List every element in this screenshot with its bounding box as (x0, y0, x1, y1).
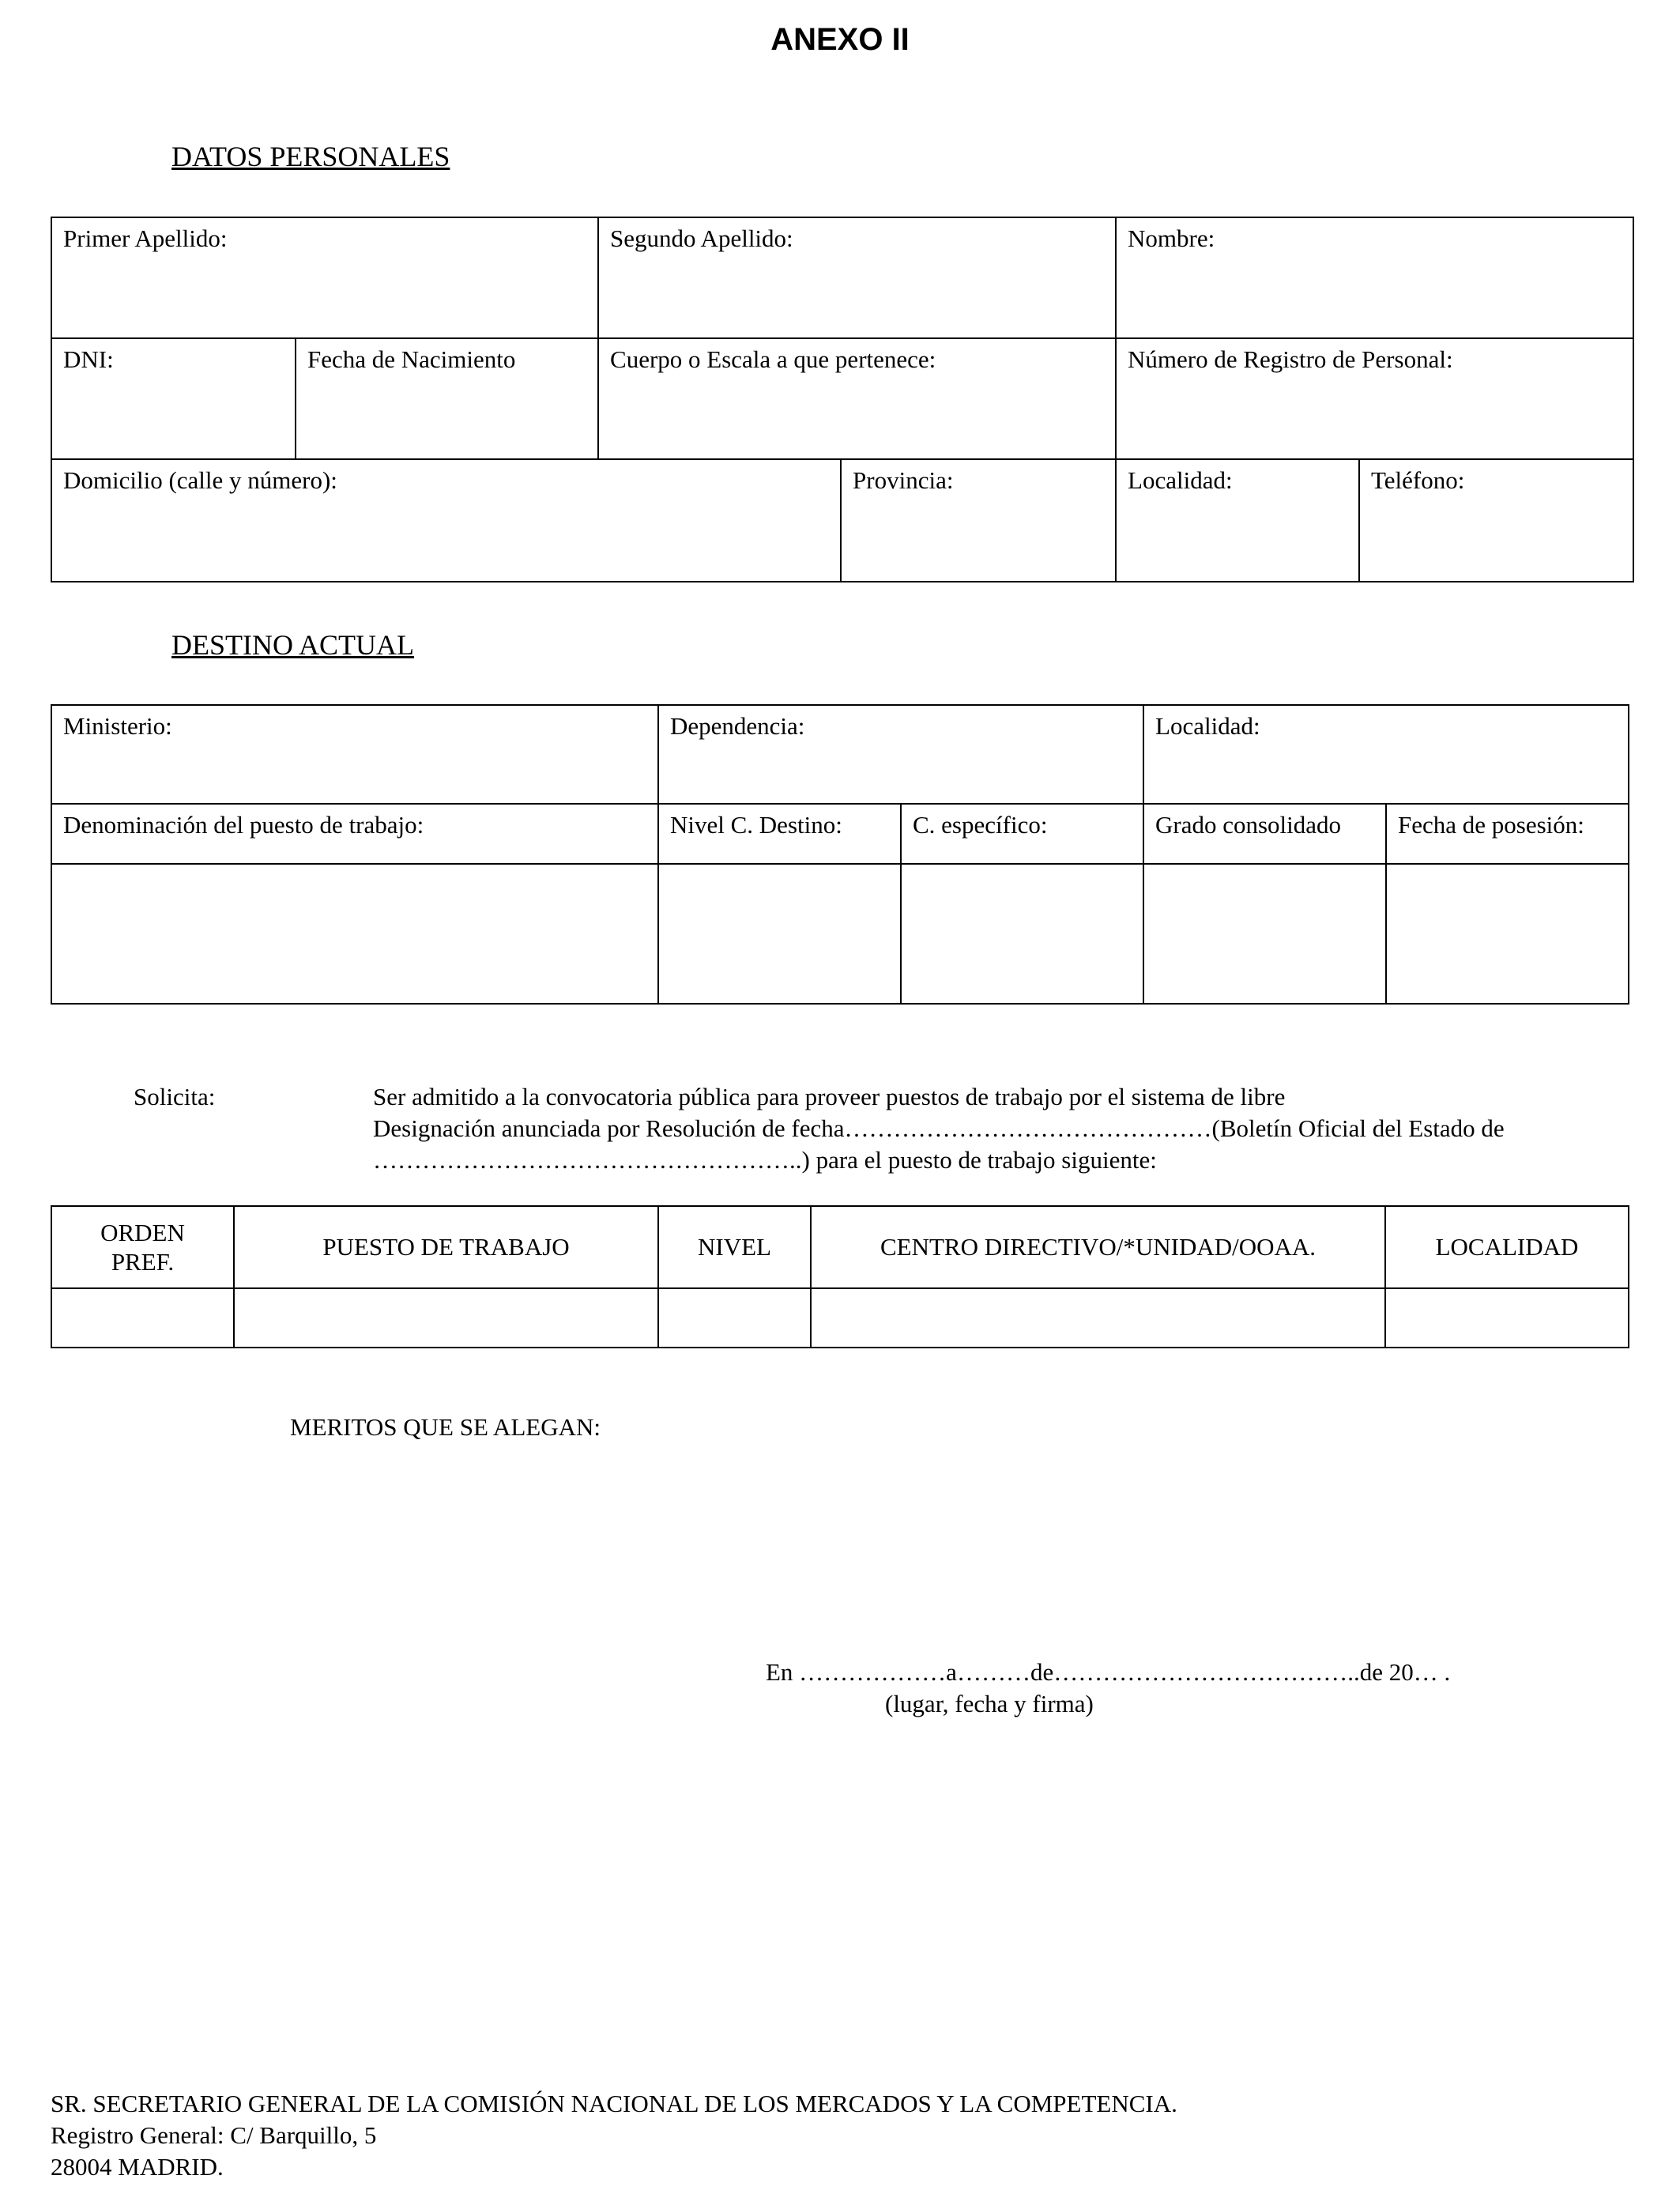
domicilio-label: Domicilio (calle y número): (63, 466, 337, 494)
provincia-label: Provincia: (853, 466, 954, 494)
denominacion-header (51, 804, 658, 864)
fecha-posesion-input[interactable] (1386, 864, 1629, 1004)
ministerio-label: Ministerio: (63, 712, 172, 740)
table-row (51, 1288, 1629, 1348)
nivel-col-header: NIVEL (658, 1206, 811, 1288)
telefono-label: Teléfono: (1371, 466, 1465, 494)
localidad-col-header: LOCALIDAD (1385, 1206, 1629, 1288)
current-post-heading: DESTINO ACTUAL (171, 629, 414, 661)
numero-registro-field[interactable] (1116, 338, 1633, 459)
solicita-text (373, 1081, 1637, 1176)
dni-label: DNI: (63, 345, 114, 373)
dependencia-field[interactable] (658, 705, 1143, 804)
numero-registro-label: Número de Registro de Personal: (1128, 345, 1453, 373)
dni-field[interactable] (51, 338, 296, 459)
signature-caption: (lugar, fecha y firma) (885, 1690, 1094, 1717)
fecha-posesion-label: Fecha de posesión: (1398, 811, 1584, 839)
primer-apellido-label: Primer Apellido: (63, 224, 228, 252)
nombre-label: Nombre: (1128, 224, 1215, 252)
fecha-nacimiento-field[interactable] (296, 338, 598, 459)
orden-pref-input[interactable] (51, 1288, 234, 1348)
orden-pref-header: ORDEN PREF. (51, 1206, 234, 1288)
cuerpo-escala-field[interactable] (598, 338, 1116, 459)
localidad-field[interactable] (1116, 459, 1359, 582)
denominacion-input[interactable] (51, 864, 658, 1004)
nombre-field[interactable] (1116, 217, 1633, 338)
footer-line-1: SR. SECRETARIO GENERAL DE LA COMISIÓN NACIONAL DE LOS MERCADOS Y LA COMPETENCIA. (51, 2090, 1177, 2117)
localidad-label: Localidad: (1128, 466, 1233, 494)
footer-line-2: Registro General: C/ Barquillo, 5 (51, 2121, 377, 2149)
nivel-label: Nivel C. Destino: (670, 811, 842, 839)
document-title: ANEXO II (770, 22, 910, 57)
cuerpo-escala-label: Cuerpo o Escala a que pertenece: (610, 345, 936, 373)
segundo-apellido-label: Segundo Apellido: (610, 224, 793, 252)
grado-label: Grado consolidado (1155, 811, 1342, 839)
especifico-header (901, 804, 1143, 864)
solicita-line-2: Designación anunciada por Resolución de fecha………………………………………(Boletín Oficial del Estado de (373, 1114, 1505, 1142)
provincia-field[interactable] (841, 459, 1116, 582)
especifico-input[interactable] (901, 864, 1143, 1004)
signature-line: En ………………a………de………………………………..de 20… . (766, 1658, 1451, 1686)
centro-header: CENTRO DIRECTIVO/*UNIDAD/OOAA. (811, 1206, 1385, 1288)
solicita-line-3: ……………………………………………..) para el puesto de trabajo siguiente: (373, 1146, 1157, 1174)
footer-address (51, 2088, 1177, 2183)
localidad-col-input[interactable] (1385, 1288, 1629, 1348)
destino-localidad-field[interactable] (1143, 705, 1629, 804)
grado-header (1143, 804, 1386, 864)
puesto-header: PUESTO DE TRABAJO (234, 1206, 658, 1288)
requested-posts-table (51, 1205, 1629, 1348)
grado-input[interactable] (1143, 864, 1386, 1004)
ministerio-field[interactable] (51, 705, 658, 804)
destino-localidad-label: Localidad: (1155, 712, 1260, 740)
solicita-line-1: Ser admitido a la convocatoria pública para proveer puestos de trabajo por el sistema de libre (373, 1083, 1286, 1110)
segundo-apellido-field[interactable] (598, 217, 1116, 338)
nivel-input[interactable] (658, 864, 901, 1004)
personal-data-heading: DATOS PERSONALES (171, 141, 450, 172)
fecha-nacimiento-label: Fecha de Nacimiento (307, 345, 516, 373)
denominacion-label: Denominación del puesto de trabajo: (63, 811, 424, 839)
centro-input[interactable] (811, 1288, 1385, 1348)
primer-apellido-field[interactable] (51, 217, 598, 338)
telefono-field[interactable] (1359, 459, 1633, 582)
personal-data-table (51, 217, 1634, 582)
meritos-area[interactable] (290, 1454, 1554, 1636)
solicita-label: Solicita: (134, 1083, 216, 1110)
nivel-col-input[interactable] (658, 1288, 811, 1348)
puesto-input[interactable] (234, 1288, 658, 1348)
current-post-table (51, 704, 1629, 1005)
footer-line-3: 28004 MADRID. (51, 2153, 224, 2181)
especifico-label: C. específico: (913, 811, 1048, 839)
meritos-label: MERITOS QUE SE ALEGAN: (290, 1413, 601, 1441)
fecha-posesion-header (1386, 804, 1629, 864)
dependencia-label: Dependencia: (670, 712, 805, 740)
domicilio-field[interactable] (51, 459, 841, 582)
nivel-header (658, 804, 901, 864)
